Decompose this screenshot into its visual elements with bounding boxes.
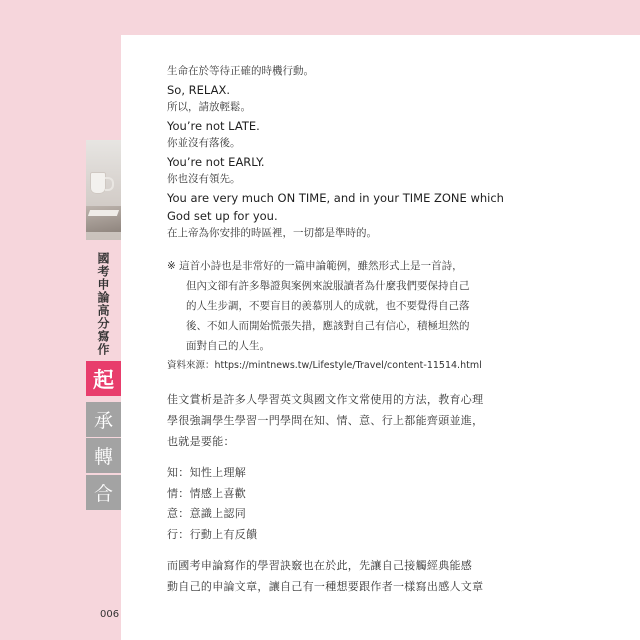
- note-line: 後、不如人而開始慌張失措，應該對自己有信心，積極坦然的: [186, 320, 470, 332]
- coffee-cup-icon: [90, 172, 106, 194]
- poem-line: 所以，請放輕鬆。: [167, 101, 251, 113]
- paragraph-line: 而國考申論寫作的學習訣竅也在於此，先讓自己接觸經典能感: [167, 559, 473, 572]
- tab-qi[interactable]: 起: [86, 361, 121, 396]
- cup-handle: [105, 177, 114, 191]
- sidebar-title-text: 國考申論高分寫作: [96, 252, 110, 356]
- note-line: 但內文卻有許多舉證與案例來說服讀者為什麼我們要保持自己: [186, 280, 470, 292]
- tab-he[interactable]: 合: [86, 475, 121, 510]
- side-photo: [86, 140, 121, 240]
- source-citation: 資料來源：https://mintnews.tw/Lifestyle/Travel/content-11514.html: [167, 360, 482, 371]
- paragraph-line: 學很強調學生學習一門學問在知、情、意、行上都能齊頭並進，: [167, 414, 484, 427]
- note-line: ※ 這首小詩也是非常好的一篇申論範例，雖然形式上是一首詩，: [167, 260, 463, 272]
- poem-line: 生命在於等待正確的時機行動。: [167, 65, 314, 77]
- paragraph-line: 也就是要能：: [167, 435, 235, 448]
- poem-line: You’re not EARLY.: [167, 155, 265, 169]
- poem-line: So, RELAX.: [167, 83, 230, 97]
- list-item: 情：情感上喜歡: [167, 487, 247, 500]
- book-page: [88, 210, 119, 216]
- poem-line: 你也沒有領先。: [167, 173, 241, 185]
- poem-line: You are very much ON TIME, and in your TIME ZONE which: [167, 191, 504, 205]
- tab-zhuan[interactable]: 轉: [86, 438, 121, 473]
- tab-cheng[interactable]: 承: [86, 402, 121, 437]
- list-item: 行：行動上有反饋: [167, 528, 258, 541]
- page-number: 006: [100, 609, 120, 620]
- poem-line: 你並沒有落後。: [167, 137, 241, 149]
- sidebar-title: [86, 240, 121, 357]
- paragraph-line: 佳文賞析是許多人學習英文與國文作文常使用的方法，教育心理: [167, 393, 484, 406]
- poem-line: You’re not LATE.: [167, 119, 260, 133]
- poem-line: God set up for you.: [167, 209, 278, 223]
- list-item: 知：知性上理解: [167, 466, 247, 479]
- paragraph-line: 動自己的申論文章，讓自己有一種想要跟作者一樣寫出感人文章: [167, 580, 484, 593]
- poem-line: 在上帝為你安排的時區裡，一切都是準時的。: [167, 227, 377, 239]
- note-line: 面對自己的人生。: [186, 340, 270, 352]
- note-line: 的人生步調，不要盲目的羨慕別人的成就，也不要覺得自己落: [186, 300, 470, 312]
- list-item: 意：意識上認同: [167, 507, 247, 520]
